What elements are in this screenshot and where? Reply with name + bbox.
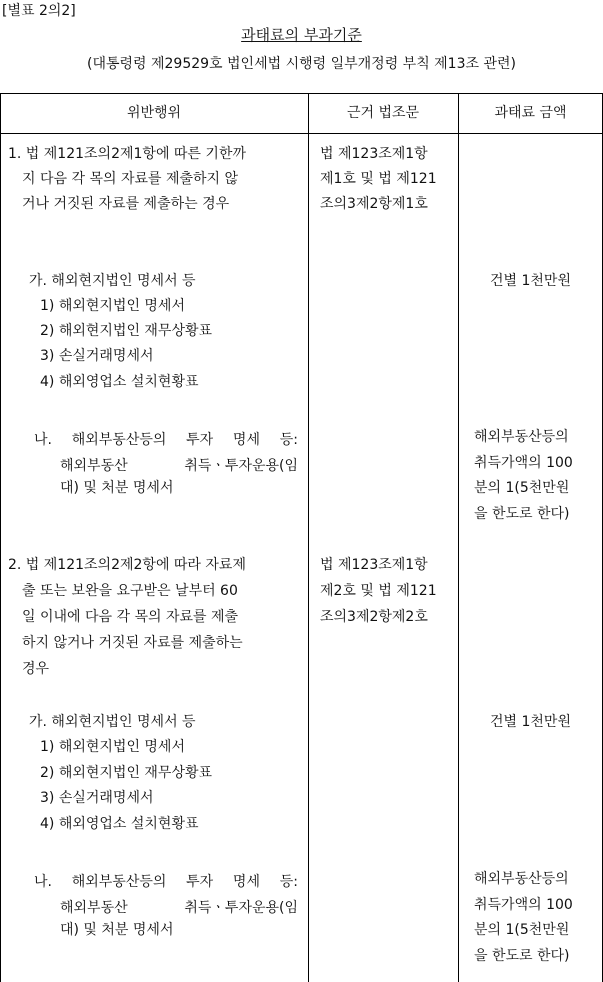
section-2-na-fine: 취득가액의 100 bbox=[474, 897, 573, 913]
section-1-na-line1 bbox=[34, 429, 298, 449]
document-title: 과태료의 부과기준 bbox=[241, 26, 362, 44]
header-violation: 위반행위 bbox=[126, 105, 182, 121]
word: 해외부동산 bbox=[60, 900, 128, 916]
section-2-na-fine: 을 한도로 한다) bbox=[474, 948, 570, 964]
section-2-law: 제2호 및 법 제121 bbox=[320, 583, 437, 599]
list-item: 1) 해외현지법인 명세서 bbox=[40, 739, 185, 755]
word: 명세 bbox=[232, 432, 260, 448]
section-1-law: 제1호 및 법 제121 bbox=[320, 171, 437, 187]
section-1-line: 거나 거짓된 자료를 제출하는 경우 bbox=[22, 196, 230, 212]
section-2-line: 하지 않거나 거짓된 자료를 제출하는 bbox=[22, 635, 243, 651]
section-2-na-fine: 해외부동산등의 bbox=[474, 871, 569, 887]
section-1-na-fine: 을 한도로 한다) bbox=[474, 506, 570, 522]
section-1-na-fine: 취득가액의 100 bbox=[474, 455, 573, 471]
word: 나. bbox=[34, 874, 52, 890]
section-2-na-line1 bbox=[34, 871, 298, 891]
word: 등: bbox=[279, 432, 298, 448]
word: 명세 bbox=[232, 874, 260, 890]
section-2-law: 조의3제2항제2호 bbox=[320, 609, 428, 625]
column-divider-2 bbox=[458, 93, 459, 982]
list-item: 3) 손실거래명세서 bbox=[40, 790, 154, 806]
section-1-law: 법 제123조제1항 bbox=[320, 146, 428, 162]
section-2-na-line2 bbox=[60, 897, 298, 917]
word: 투자 bbox=[186, 874, 214, 890]
section-1-na-fine: 분의 1(5천만원 bbox=[474, 480, 570, 496]
section-1-line: 1. 법 제121조의2제1항에 따른 기한까 bbox=[8, 146, 246, 162]
section-2-law: 법 제123조제1항 bbox=[320, 557, 428, 573]
header-legal-basis: 근거 법조문 bbox=[346, 105, 420, 121]
document-subtitle: (대통령령 제29529호 법인세법 시행령 일부개정령 부칙 제13조 관련) bbox=[86, 56, 516, 72]
header-fine-amount: 과태료 금액 bbox=[494, 105, 567, 121]
list-item: 1) 해외현지법인 명세서 bbox=[40, 298, 185, 314]
section-2-na-fine: 분의 1(5천만원 bbox=[474, 922, 570, 938]
table-border-left bbox=[0, 93, 1, 982]
section-2-ga-fine: 건별 1천만원 bbox=[490, 714, 571, 730]
word: 해외부동산 bbox=[60, 458, 128, 474]
list-item: 3) 손실거래명세서 bbox=[40, 348, 154, 364]
list-item: 2) 해외현지법인 재무상황표 bbox=[40, 323, 213, 339]
section-1-na-line2 bbox=[60, 455, 298, 475]
word: 취득ㆍ투자운용(임 bbox=[184, 458, 298, 474]
word: 투자 bbox=[186, 432, 214, 448]
section-2-line: 일 이내에 다음 각 목의 자료를 제출 bbox=[22, 609, 239, 625]
section-1-law: 조의3제2항제1호 bbox=[320, 196, 428, 212]
attachment-label: [별표 2의2] bbox=[2, 3, 76, 19]
section-2-line: 경우 bbox=[22, 661, 50, 677]
word: 취득ㆍ투자운용(임 bbox=[184, 900, 298, 916]
word: 해외부동산등의 bbox=[71, 874, 167, 890]
section-2-ga-title: 가. 해외현지법인 명세서 등 bbox=[29, 714, 196, 730]
word: 등: bbox=[279, 874, 298, 890]
section-2-line: 2. 법 제121조의2제2항에 따라 자료제 bbox=[8, 557, 246, 573]
word: 나. bbox=[34, 432, 52, 448]
section-1-line: 지 다음 각 목의 자료를 제출하지 않 bbox=[22, 171, 239, 187]
header-divider bbox=[0, 133, 603, 134]
word: 해외부동산등의 bbox=[71, 432, 167, 448]
section-1-ga-fine: 건별 1천만원 bbox=[490, 273, 571, 289]
section-1-ga-title: 가. 해외현지법인 명세서 등 bbox=[29, 273, 196, 289]
section-2-line: 출 또는 보완을 요구받은 날부터 60 bbox=[22, 583, 238, 599]
section-1-na-fine: 해외부동산등의 bbox=[474, 429, 569, 445]
penalty-table bbox=[0, 93, 603, 982]
list-item: 2) 해외현지법인 재무상황표 bbox=[40, 765, 213, 781]
section-2-na-line3: 대) 및 처분 명세서 bbox=[60, 922, 174, 938]
list-item: 4) 해외영업소 설치현황표 bbox=[40, 374, 199, 390]
column-divider-1 bbox=[308, 93, 309, 982]
list-item: 4) 해외영업소 설치현황표 bbox=[40, 816, 199, 832]
section-1-na-line3: 대) 및 처분 명세서 bbox=[60, 480, 174, 496]
